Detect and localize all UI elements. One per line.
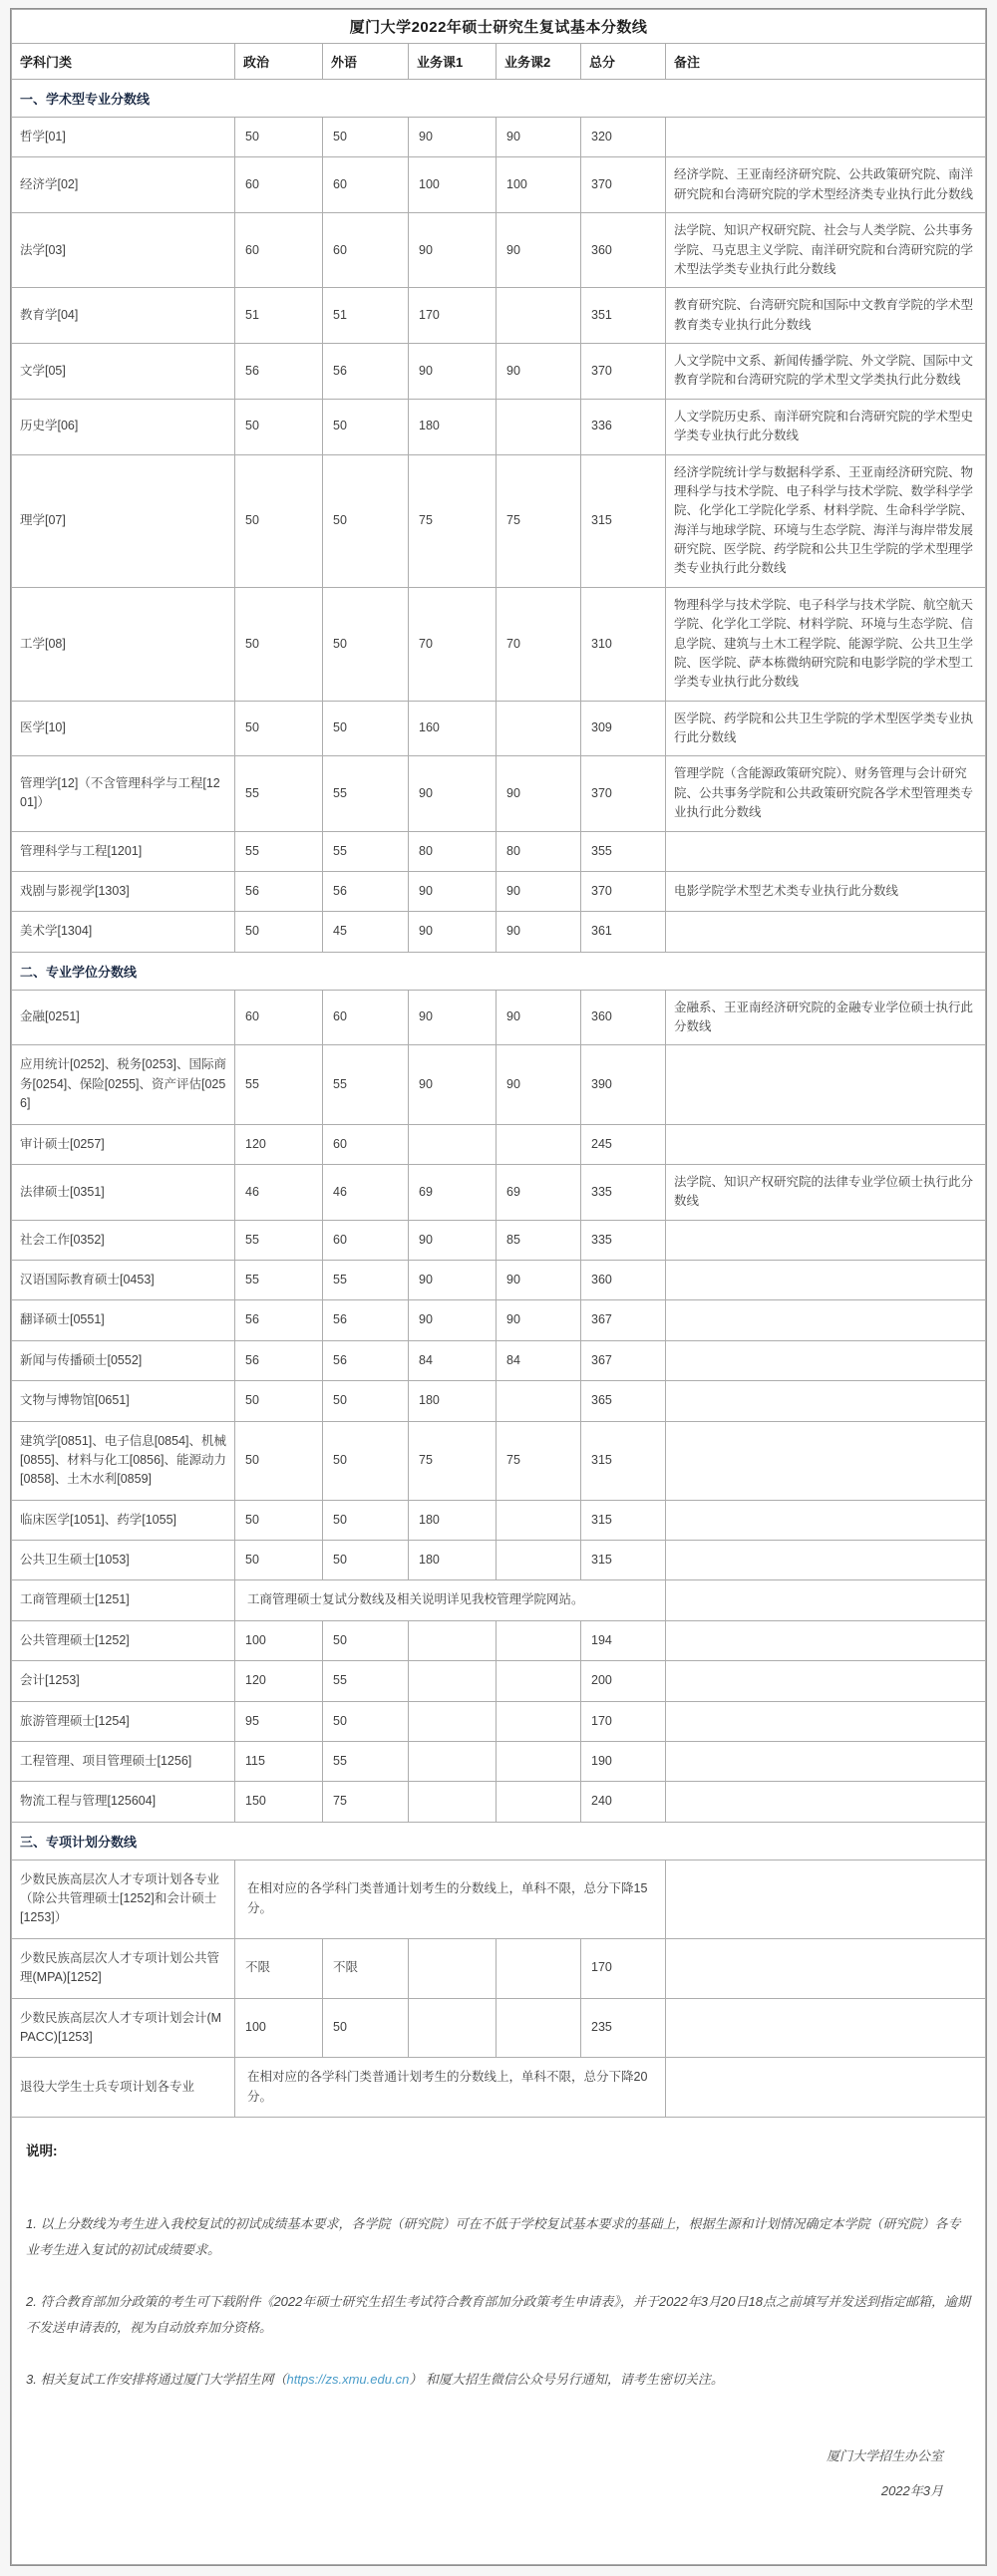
score-value: 95: [235, 1701, 323, 1741]
score-value: 50: [235, 399, 323, 454]
discipline-name: 哲学[01]: [12, 118, 235, 157]
score-value: 180: [409, 1381, 497, 1421]
table-row: [12, 1741, 986, 1781]
table-row: [12, 288, 986, 344]
score-value: [409, 1741, 497, 1781]
score-value: 315: [581, 1500, 666, 1540]
score-value: 170: [581, 1938, 666, 1998]
score-value: 309: [581, 701, 666, 756]
discipline-name: 工程管理、项目管理硕士[1256]: [12, 1741, 235, 1781]
table-row: [12, 1860, 986, 1938]
score-value: 90: [497, 1045, 581, 1124]
score-value: 84: [409, 1340, 497, 1380]
score-value: 355: [581, 831, 666, 871]
score-value: 90: [497, 912, 581, 952]
column-header-subject1: 业务课1: [409, 44, 497, 80]
score-value: 90: [497, 344, 581, 400]
score-value: [409, 1701, 497, 1741]
score-value: 100: [235, 1998, 323, 2058]
remark: [666, 1701, 986, 1741]
score-value: 50: [323, 454, 409, 587]
score-value: 170: [409, 288, 497, 344]
table-row: [12, 344, 986, 400]
table-row: [12, 1340, 986, 1380]
section-heading: 三、专项计划分数线: [12, 1822, 986, 1860]
score-value: 90: [409, 990, 497, 1045]
merged-score-note: 在相对应的各学科门类普通计划考生的分数线上，单科不限，总分下降20分。: [235, 2058, 666, 2118]
score-value: 90: [409, 871, 497, 911]
discipline-name: 社会工作[0352]: [12, 1220, 235, 1260]
discipline-name: 管理学[12]（不含管理科学与工程[1201]）: [12, 756, 235, 831]
score-table: [11, 9, 986, 2565]
score-value: 194: [581, 1620, 666, 1660]
score-value: 60: [323, 213, 409, 288]
score-value: 310: [581, 587, 666, 701]
score-value: 50: [323, 399, 409, 454]
notes-row: [12, 2118, 986, 2565]
remark: 物理科学与技术学院、电子科学与技术学院、航空航天学院、化学化工学院、材料学院、环境与生态学院、信息学院、建筑与土木工程学院、能源学院、公共卫生学院、医学院、萨本栋微纳研究院和电影学院的学术型工学类专业执行此分数线: [666, 587, 986, 701]
score-value: 50: [235, 587, 323, 701]
discipline-name: 临床医学[1051]、药学[1055]: [12, 1500, 235, 1540]
discipline-name: 文学[05]: [12, 344, 235, 400]
remark: 金融系、王亚南经济研究院的金融专业学位硕士执行此分数线: [666, 990, 986, 1045]
remark: [666, 1500, 986, 1540]
table-row: [12, 1938, 986, 1998]
column-header-subject2: 业务课2: [497, 44, 581, 80]
score-value: [409, 1998, 497, 2058]
remark: [666, 1620, 986, 1660]
remark: [666, 1124, 986, 1164]
discipline-name: 工学[08]: [12, 587, 235, 701]
document-sheet: [10, 8, 987, 2566]
discipline-name: 公共卫生硕士[1053]: [12, 1541, 235, 1580]
remark: [666, 1541, 986, 1580]
section-heading-row: [12, 952, 986, 990]
score-value: 335: [581, 1164, 666, 1220]
score-value: 336: [581, 399, 666, 454]
discipline-name: 建筑学[0851]、电子信息[0854]、机械[0855]、材料与化工[0856]、能源动力[0858]、土木水利[0859]: [12, 1421, 235, 1500]
table-row: [12, 912, 986, 952]
discipline-name: 理学[07]: [12, 454, 235, 587]
score-value: 320: [581, 118, 666, 157]
table-row: [12, 1421, 986, 1500]
score-value: 70: [409, 587, 497, 701]
score-value: 46: [235, 1164, 323, 1220]
score-value: 56: [323, 1340, 409, 1380]
score-value: 335: [581, 1220, 666, 1260]
score-value: 315: [581, 1421, 666, 1500]
section-heading: 一、学术型专业分数线: [12, 80, 986, 118]
footer-date: 2022年3月: [880, 2483, 943, 2499]
discipline-name: 少数民族高层次人才专项计划各专业（除公共管理硕士[1252]和会计硕士[1253]）: [12, 1860, 235, 1938]
discipline-name: 工商管理硕士[1251]: [12, 1580, 235, 1620]
score-value: 70: [497, 587, 581, 701]
score-value: 240: [581, 1782, 666, 1822]
score-value: 365: [581, 1381, 666, 1421]
column-header-politics: 政治: [235, 44, 323, 80]
remark: [666, 831, 986, 871]
score-value: 75: [409, 454, 497, 587]
score-value: 75: [497, 1421, 581, 1500]
note-3-prefix: 3. 相关复试工作安排将通过厦门大学招生网（: [26, 2372, 287, 2387]
column-header-discipline: 学科门类: [12, 44, 235, 80]
discipline-name: 旅游管理硕士[1254]: [12, 1701, 235, 1741]
score-value: 50: [323, 1620, 409, 1660]
remark: 法学院、知识产权研究院、社会与人类学院、公共事务学院、马克思主义学院、南洋研究院和台湾研究院的学术型法学类专业执行此分数线: [666, 213, 986, 288]
score-value: 56: [323, 1300, 409, 1340]
score-value: 50: [323, 587, 409, 701]
score-value: 60: [235, 990, 323, 1045]
remark: [666, 1580, 986, 1620]
discipline-name: 金融[0251]: [12, 990, 235, 1045]
score-value: 115: [235, 1741, 323, 1781]
table-row: [12, 990, 986, 1045]
discipline-name: 经济学[02]: [12, 157, 235, 213]
score-value: 50: [235, 1541, 323, 1580]
score-value: 55: [323, 1261, 409, 1300]
score-value: 85: [497, 1220, 581, 1260]
discipline-name: 医学[10]: [12, 701, 235, 756]
table-row: [12, 587, 986, 701]
score-value: 50: [235, 1500, 323, 1540]
remark: 医学院、药学院和公共卫生学院的学术型医学类专业执行此分数线: [666, 701, 986, 756]
score-value: 60: [323, 990, 409, 1045]
discipline-name: 法律硕士[0351]: [12, 1164, 235, 1220]
score-value: 90: [409, 756, 497, 831]
discipline-name: 审计硕士[0257]: [12, 1124, 235, 1164]
table-row: [12, 756, 986, 831]
score-value: 90: [497, 1300, 581, 1340]
score-value: 50: [235, 912, 323, 952]
score-value: 75: [497, 454, 581, 587]
score-value: [409, 1620, 497, 1660]
score-value: 360: [581, 1261, 666, 1300]
score-value: [497, 701, 581, 756]
score-value: [497, 1938, 581, 1998]
discipline-name: 教育学[04]: [12, 288, 235, 344]
score-value: 75: [409, 1421, 497, 1500]
score-value: 50: [323, 701, 409, 756]
score-value: 60: [235, 213, 323, 288]
score-value: 90: [409, 912, 497, 952]
score-value: [497, 399, 581, 454]
score-value: 370: [581, 157, 666, 213]
score-value: 56: [323, 344, 409, 400]
table-row: [12, 1045, 986, 1124]
score-value: [497, 1661, 581, 1701]
score-value: [497, 1500, 581, 1540]
note-2: 2. 符合教育部加分政策的考生可下载附件《2022年硕士研究生招生考试符合教育部加分政策考生申请表》，并于2022年3月20日18点之前填写并发送到指定邮箱，逾期不发送申请表的，视为自动放弃加分资格。: [26, 2294, 970, 2335]
discipline-name: 少数民族高层次人才专项计划会计(MPACC)[1253]: [12, 1998, 235, 2058]
remark: [666, 1860, 986, 1938]
remark: [666, 912, 986, 952]
section-heading-row: [12, 80, 986, 118]
title-row: [12, 10, 986, 44]
table-row: [12, 1661, 986, 1701]
remark: [666, 1220, 986, 1260]
remark: [666, 1261, 986, 1300]
remark: [666, 1300, 986, 1340]
score-value: 50: [235, 118, 323, 157]
remark: 人文学院历史系、南洋研究院和台湾研究院的学术型史学类专业执行此分数线: [666, 399, 986, 454]
table-row: [12, 213, 986, 288]
remark: 法学院、知识产权研究院的法律专业学位硕士执行此分数线: [666, 1164, 986, 1220]
score-value: 56: [235, 344, 323, 400]
score-value: 90: [497, 213, 581, 288]
score-value: 45: [323, 912, 409, 952]
discipline-name: 美术学[1304]: [12, 912, 235, 952]
score-value: [409, 1938, 497, 1998]
table-row: [12, 1998, 986, 2058]
remark: 人文学院中文系、新闻传播学院、外文学院、国际中文教育学院和台湾研究院的学术型文学类执行此分数线: [666, 344, 986, 400]
discipline-name: 文物与博物馆[0651]: [12, 1381, 235, 1421]
score-value: 80: [497, 831, 581, 871]
score-value: 55: [323, 831, 409, 871]
score-value: [497, 1124, 581, 1164]
table-row: [12, 399, 986, 454]
score-value: 180: [409, 399, 497, 454]
score-value: 315: [581, 1541, 666, 1580]
table-row: [12, 1164, 986, 1220]
score-value: 55: [235, 756, 323, 831]
score-value: [497, 1782, 581, 1822]
table-row: [12, 871, 986, 911]
score-value: 60: [323, 157, 409, 213]
score-value: 245: [581, 1124, 666, 1164]
score-value: 50: [323, 1421, 409, 1500]
score-value: 84: [497, 1340, 581, 1380]
discipline-name: 翻译硕士[0551]: [12, 1300, 235, 1340]
table-row: [12, 454, 986, 587]
score-value: 56: [235, 871, 323, 911]
score-value: 75: [323, 1782, 409, 1822]
discipline-name: 退役大学生士兵专项计划各专业: [12, 2058, 235, 2118]
score-value: 不限: [323, 1938, 409, 1998]
score-value: [497, 1541, 581, 1580]
score-value: 55: [323, 756, 409, 831]
table-row: [12, 1500, 986, 1540]
score-value: 50: [235, 701, 323, 756]
remark: [666, 1381, 986, 1421]
score-value: 90: [409, 344, 497, 400]
score-value: [497, 1998, 581, 2058]
score-value: 50: [235, 1421, 323, 1500]
score-value: 170: [581, 1701, 666, 1741]
discipline-name: 管理科学与工程[1201]: [12, 831, 235, 871]
score-value: 50: [323, 1998, 409, 2058]
score-value: 50: [323, 1541, 409, 1580]
discipline-name: 历史学[06]: [12, 399, 235, 454]
table-row: [12, 2058, 986, 2118]
score-value: 90: [409, 118, 497, 157]
score-value: 50: [323, 1500, 409, 1540]
score-value: 190: [581, 1741, 666, 1781]
score-table-body: [12, 80, 986, 2118]
remark: [666, 1340, 986, 1380]
table-row: [12, 1701, 986, 1741]
remark: [666, 1741, 986, 1781]
score-value: 55: [323, 1661, 409, 1701]
score-value: 51: [323, 288, 409, 344]
score-value: 50: [235, 1381, 323, 1421]
table-row: [12, 1580, 986, 1620]
document-footer: [26, 2438, 971, 2508]
table-row: [12, 1261, 986, 1300]
header-row: [12, 44, 986, 80]
score-value: 180: [409, 1500, 497, 1540]
score-value: 55: [235, 1220, 323, 1260]
score-value: 361: [581, 912, 666, 952]
merged-score-note: 工商管理硕士复试分数线及相关说明详见我校管理学院网站。: [235, 1580, 666, 1620]
remark: [666, 1938, 986, 1998]
table-row: [12, 157, 986, 213]
table-row: [12, 1300, 986, 1340]
score-value: 367: [581, 1340, 666, 1380]
score-value: 69: [497, 1164, 581, 1220]
score-value: 120: [235, 1124, 323, 1164]
score-value: 370: [581, 756, 666, 831]
remark: [666, 1782, 986, 1822]
table-row: [12, 1124, 986, 1164]
remark: 电影学院学术型艺术类专业执行此分数线: [666, 871, 986, 911]
score-value: 80: [409, 831, 497, 871]
discipline-name: 应用统计[0252]、税务[0253]、国际商务[0254]、保险[0255]、资产评估[0256]: [12, 1045, 235, 1124]
score-value: 90: [497, 990, 581, 1045]
score-value: 100: [409, 157, 497, 213]
page-title: 厦门大学2022年硕士研究生复试基本分数线: [12, 10, 986, 44]
score-value: 235: [581, 1998, 666, 2058]
score-value: 90: [497, 756, 581, 831]
remark: [666, 1045, 986, 1124]
table-row: [12, 1782, 986, 1822]
score-value: 90: [409, 1220, 497, 1260]
remark: 管理学院（含能源政策研究院）、财务管理与会计研究院、公共事务学院和公共政策研究院各学术型管理类专业执行此分数线: [666, 756, 986, 831]
discipline-name: 物流工程与管理[125604]: [12, 1782, 235, 1822]
score-value: 100: [497, 157, 581, 213]
score-value: 60: [323, 1220, 409, 1260]
score-value: 55: [235, 831, 323, 871]
note-3: [26, 2367, 971, 2393]
score-value: 55: [235, 1261, 323, 1300]
column-header-remark: 备注: [666, 44, 986, 80]
score-value: [409, 1661, 497, 1701]
score-value: 360: [581, 990, 666, 1045]
table-row: [12, 1381, 986, 1421]
score-value: 150: [235, 1782, 323, 1822]
score-value: 390: [581, 1045, 666, 1124]
score-value: 56: [235, 1340, 323, 1380]
discipline-name: 公共管理硕士[1252]: [12, 1620, 235, 1660]
discipline-name: 戏剧与影视学[1303]: [12, 871, 235, 911]
note-3-suffix: ） 和厦大招生微信公众号另行通知，请考生密切关注。: [409, 2372, 724, 2387]
score-value: 360: [581, 213, 666, 288]
score-value: 55: [235, 1045, 323, 1124]
admissions-site-link[interactable]: https://zs.xmu.edu.cn: [286, 2372, 410, 2387]
note-1: 1. 以上分数线为考生进入我校复试的初试成绩基本要求，各学院（研究院）可在不低于学校复试基本要求的基础上，根据生源和计划情况确定本学院（研究院）各专业考生进入复试的初试成绩要求。: [26, 2216, 961, 2257]
score-value: 90: [497, 1261, 581, 1300]
notes-label: 说明:: [26, 2144, 58, 2158]
score-value: [497, 1741, 581, 1781]
score-value: 200: [581, 1661, 666, 1701]
score-value: 56: [235, 1300, 323, 1340]
discipline-name: 会计[1253]: [12, 1661, 235, 1701]
table-row: [12, 831, 986, 871]
score-value: 90: [409, 1300, 497, 1340]
discipline-name: 少数民族高层次人才专项计划公共管理(MPA)[1252]: [12, 1938, 235, 1998]
score-value: 50: [235, 454, 323, 587]
discipline-name: 法学[03]: [12, 213, 235, 288]
score-value: 351: [581, 288, 666, 344]
score-value: [497, 288, 581, 344]
merged-score-note: 在相对应的各学科门类普通计划考生的分数线上，单科不限，总分下降15分。: [235, 1860, 666, 1938]
remark: [666, 1998, 986, 2058]
column-header-total: 总分: [581, 44, 666, 80]
table-row: [12, 118, 986, 157]
score-value: 90: [497, 118, 581, 157]
score-value: 55: [323, 1741, 409, 1781]
score-value: 50: [323, 118, 409, 157]
table-row: [12, 1620, 986, 1660]
score-value: [497, 1381, 581, 1421]
notes-block: [12, 2118, 986, 2565]
score-value: 46: [323, 1164, 409, 1220]
remark: [666, 1661, 986, 1701]
remark: [666, 2058, 986, 2118]
score-value: [497, 1620, 581, 1660]
score-value: [409, 1124, 497, 1164]
score-value: 160: [409, 701, 497, 756]
remark: 经济学院、王亚南经济研究院、公共政策研究院、南洋研究院和台湾研究院的学术型经济类专业执行此分数线: [666, 157, 986, 213]
table-row: [12, 1541, 986, 1580]
score-value: [409, 1782, 497, 1822]
remark: 经济学院统计学与数据科学系、王亚南经济研究院、物理科学与技术学院、电子科学与技术学院、数学科学学院、化学化工学院化学系、材料学院、生命科学学院、海洋与地球学院、环境与生态学院、海洋与海岸带发展研究院、医学院、药学院和公共卫生学院的学术型理学类专业执行此分数线: [666, 454, 986, 587]
score-value: 370: [581, 344, 666, 400]
remark: [666, 118, 986, 157]
discipline-name: 新闻与传播硕士[0552]: [12, 1340, 235, 1380]
score-value: 100: [235, 1620, 323, 1660]
score-value: 370: [581, 871, 666, 911]
score-value: 56: [323, 871, 409, 911]
section-heading-row: [12, 1822, 986, 1860]
score-value: [497, 1701, 581, 1741]
score-value: 90: [409, 1045, 497, 1124]
remark: 教育研究院、台湾研究院和国际中文教育学院的学术型教育类专业执行此分数线: [666, 288, 986, 344]
column-header-foreign-language: 外语: [323, 44, 409, 80]
score-value: 50: [323, 1701, 409, 1741]
discipline-name: 汉语国际教育硕士[0453]: [12, 1261, 235, 1300]
score-value: 315: [581, 454, 666, 587]
score-value: 367: [581, 1300, 666, 1340]
table-row: [12, 701, 986, 756]
score-value: 60: [235, 157, 323, 213]
score-value: 120: [235, 1661, 323, 1701]
score-value: 180: [409, 1541, 497, 1580]
footer-office: 厦门大学招生办公室: [826, 2448, 943, 2463]
score-value: 不限: [235, 1938, 323, 1998]
remark: [666, 1421, 986, 1500]
score-value: 55: [323, 1045, 409, 1124]
score-value: 51: [235, 288, 323, 344]
score-value: 60: [323, 1124, 409, 1164]
score-value: 90: [497, 871, 581, 911]
score-value: 69: [409, 1164, 497, 1220]
score-value: 90: [409, 213, 497, 288]
score-value: 90: [409, 1261, 497, 1300]
section-heading: 二、专业学位分数线: [12, 952, 986, 990]
score-value: 50: [323, 1381, 409, 1421]
table-row: [12, 1220, 986, 1260]
